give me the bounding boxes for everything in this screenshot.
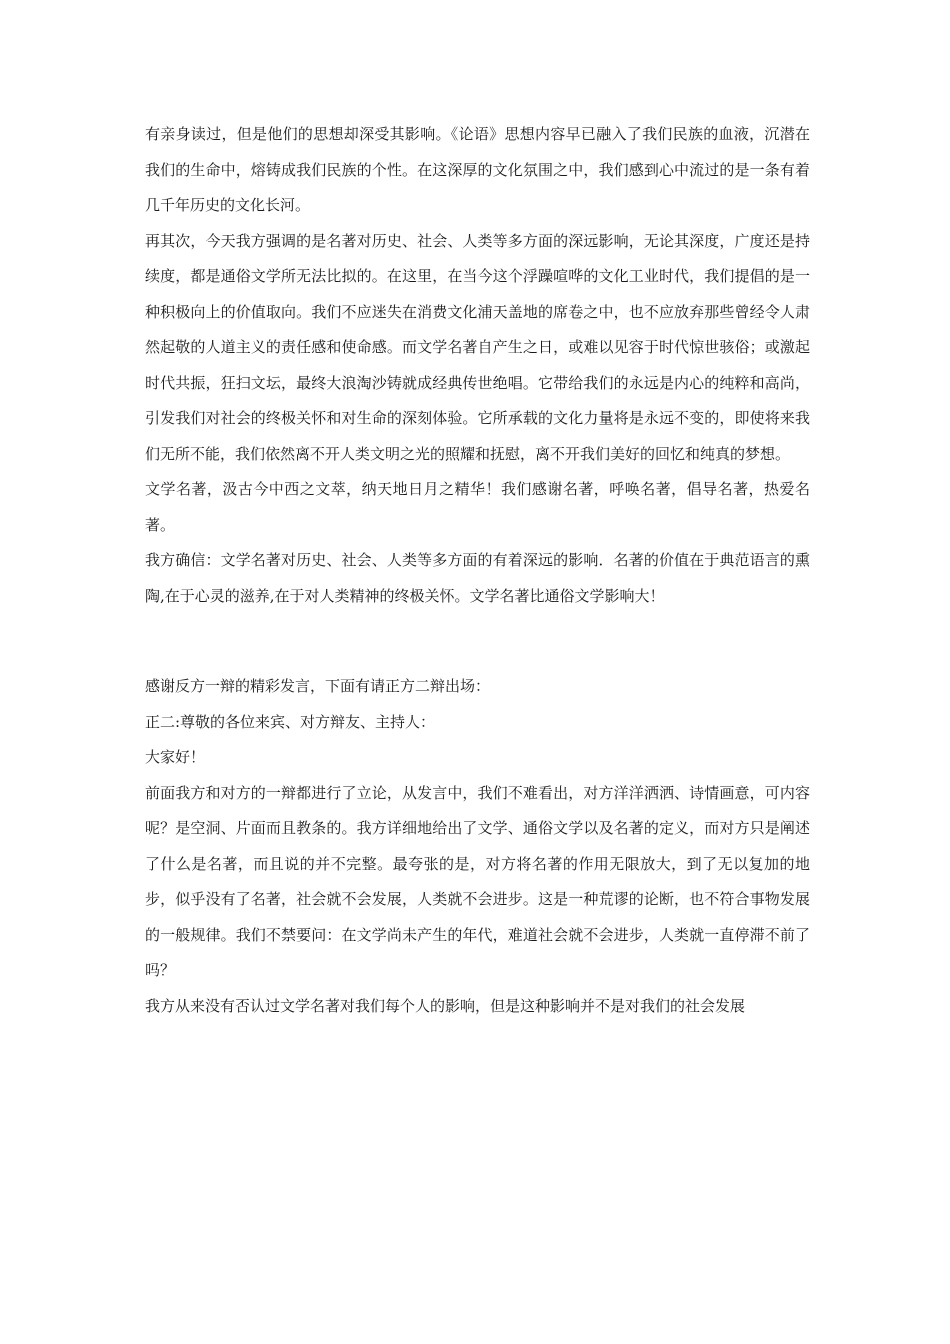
paragraph-7: 大家好！ [145, 748, 206, 766]
paragraph-1: 有亲身读过，但是他们的思想却深受其影响。《论语》思想内容早已融入了我们民族的血液，沉潜在我们的生命中，熔铸成我们民族的个性。在这深厚的文化氛围之中，我们感到心中流过的是一条有着几千年历史的文化长河。 [145, 125, 810, 214]
paragraph-4: 我方确信：文学名著对历史、社会、人类等多方面的有着深远的影响．名著的价值在于典范语言的熏陶,在于心灵的滋养,在于对人类精神的终极关怀。文学名著比通俗文学影响大！ [145, 551, 810, 605]
paragraph-5: 感谢反方一辩的精彩发言，下面有请正方二辩出场： [145, 677, 491, 695]
paragraph-3: 文学名著，汲古今中西之文萃，纳天地日月之精华！我们感谢名著，呼唤名著，倡导名著，热爱名著。 [145, 480, 810, 534]
section-spacer [145, 614, 810, 669]
document-body [145, 117, 810, 1024]
paragraph-8: 前面我方和对方的一辩都进行了立论，从发言中，我们不难看出，对方洋洋洒洒、诗情画意，可内容呢？是空洞、片面而且教条的。我方详细地给出了文学、通俗文学以及名著的定义，而对方只是阐述了什么是名著，而且说的并不完整。最夸张的是，对方将名著的作用无限放大，到了无以复加的地步，似乎没有了名著，社会就不会发展，人类就不会进步。这是一种荒谬的论断，也不符合事物发展的一般规律。我们不禁要问：在文学尚未产生的年代，难道社会就不会进步，人类就一直停滞不前了吗？ [145, 783, 810, 979]
paragraph-6: 正二:尊敬的各位来宾、对方辩友、主持人： [145, 712, 436, 731]
paragraph-2: 再其次，今天我方强调的是名著对历史、社会、人类等多方面的深远影响，无论其深度，广度还是持续度，都是通俗文学所无法比拟的。在这里，在当今这个浮躁喧哗的文化工业时代，我们提倡的是一种积极向上的价值取向。我们不应迷失在消费文化浦天盖地的席卷之中，也不应放弃那些曾经令人肃然起敬的人道主义的责任感和使命感。而文学名著自产生之日，或难以见容于时代惊世骇俗；或激起时代共振，狂扫文坛，最终大浪淘沙铸就成经典传世绝唱。它带给我们的永远是内心的纯粹和高尚，引发我们对社会的终极关怀和对生命的深刻体验。它所承载的文化力量将是永远不变的，即使将来我们无所不能，我们依然离不开人类文明之光的照耀和抚慰，离不开我们美好的回忆和纯真的梦想。 [145, 231, 810, 463]
paragraph-9: 我方从来没有否认过文学名著对我们每个人的影响，但是这种影响并不是对我们的社会发展 [145, 996, 746, 1015]
